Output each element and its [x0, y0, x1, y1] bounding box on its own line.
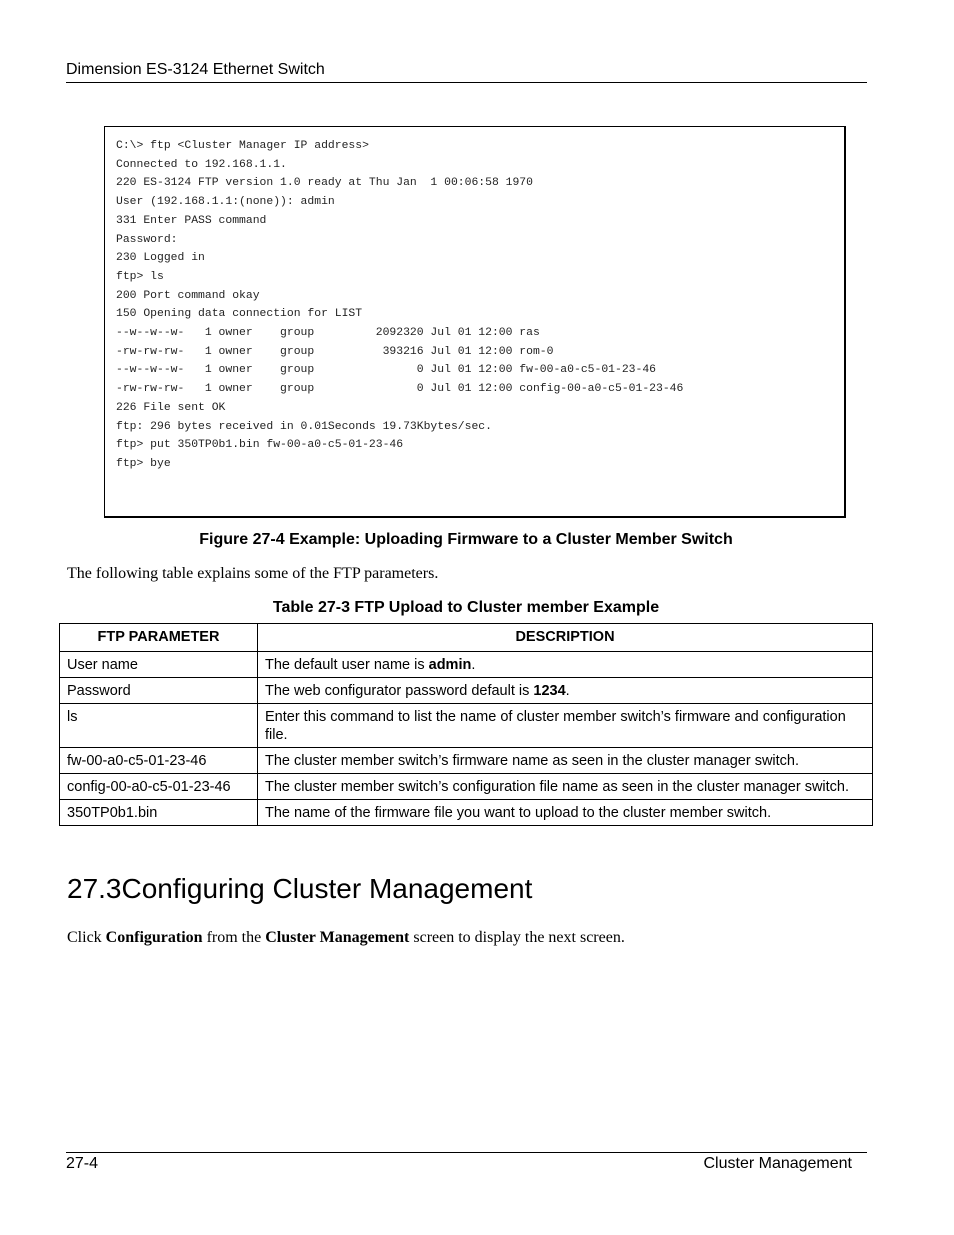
table-row — [60, 704, 873, 748]
running-header: Dimension ES-3124 Ethernet Switch — [66, 61, 325, 78]
code-line: C:\> ftp <Cluster Manager IP address> — [116, 140, 369, 152]
body-text: screen to display the next screen. — [409, 929, 625, 946]
code-line: Connected to 192.168.1.1. — [116, 158, 287, 171]
code-line: -rw-rw-rw- 1 owner group 0 Jul 01 12:00 config-00-a0-c5-01-23-46 — [116, 383, 684, 396]
description-text: The default user name is — [265, 657, 429, 673]
description-cell — [258, 774, 873, 800]
code-line: 230 Logged in — [116, 252, 205, 265]
code-line: ftp: 296 bytes received in 0.01Seconds 19.73Kbytes/sec. — [116, 420, 492, 433]
column-header-description: DESCRIPTION — [258, 624, 873, 652]
code-line: -rw-rw-rw- 1 owner group 393216 Jul 01 12:00 rom-0 — [116, 345, 554, 358]
code-line: ftp> bye — [116, 457, 171, 470]
section-number: 27.3 — [67, 873, 122, 904]
description-suffix: . — [471, 657, 476, 673]
description-cell — [258, 748, 873, 774]
description-text: The web configurator password default is — [265, 683, 534, 699]
description-cell — [258, 704, 873, 748]
body-text: Click — [67, 929, 106, 946]
chapter-name: Cluster Management — [703, 1155, 852, 1172]
description-cell — [258, 652, 873, 678]
header-rule — [66, 82, 867, 83]
parameter-cell: fw-00-a0-c5-01-23-46 — [60, 748, 258, 774]
code-line: --w--w--w- 1 owner group 0 Jul 01 12:00 fw-00-a0-c5-01-23-46 — [116, 364, 657, 377]
figure-caption: Figure 27-4 Example: Uploading Firmware to a Cluster Member Switch — [199, 531, 733, 548]
body-bold-configuration: Configuration — [105, 929, 203, 946]
table-caption: Table 27-3 FTP Upload to Cluster member Example — [272, 599, 660, 616]
ftp-parameter-table — [59, 623, 873, 826]
table-row — [60, 678, 873, 704]
table-row — [60, 652, 873, 678]
code-line: ftp> ls — [116, 270, 164, 283]
code-line: 226 File sent OK — [116, 401, 226, 414]
section-heading — [67, 872, 532, 906]
description-text: The name of the firmware file you want to upload to the cluster member switch. — [265, 805, 772, 821]
parameter-cell: 350TP0b1.bin — [60, 800, 258, 826]
body-bold-cluster-management: Cluster Management — [265, 929, 410, 946]
parameter-cell: Password — [60, 678, 258, 704]
description-text: The cluster member switch’s firmware name as seen in the cluster manager switch. — [265, 753, 800, 769]
body-paragraph — [67, 928, 867, 948]
code-line: --w--w--w- 1 owner group 2092320 Jul 01 12:00 ras — [116, 327, 540, 340]
table-header-row — [60, 624, 873, 652]
table-row — [60, 774, 873, 800]
table-row — [60, 800, 873, 826]
description-text: The cluster member switch’s configuration file name as seen in the cluster manager switch. — [265, 779, 850, 795]
body-text: from the — [202, 929, 266, 946]
code-line: 220 ES-3124 FTP version 1.0 ready at Thu Jan 1 00:06:58 1970 — [116, 177, 533, 190]
intro-paragraph: The following table explains some of the FTP parameters. — [67, 565, 439, 582]
figure-code-box — [104, 126, 846, 518]
column-header-parameter: FTP PARAMETER — [60, 624, 258, 652]
code-line: User (192.168.1.1:(none)): admin — [116, 196, 335, 209]
description-bold: 1234 — [533, 683, 566, 699]
code-line: 200 Port command okay — [116, 289, 260, 302]
code-line: Password: — [116, 233, 178, 246]
page-number: 27-4 — [66, 1155, 99, 1172]
parameter-cell: config-00-a0-c5-01-23-46 — [60, 774, 258, 800]
code-line: 331 Enter PASS command — [116, 214, 267, 227]
description-text: Enter this command to list the name of cluster member switch’s firmware and configuration file. — [265, 709, 846, 743]
code-line: 150 Opening data connection for LIST — [116, 308, 363, 321]
description-suffix: . — [565, 683, 570, 699]
description-bold: admin — [428, 657, 472, 673]
parameter-cell: User name — [60, 652, 258, 678]
description-cell — [258, 800, 873, 826]
code-listing — [116, 137, 683, 474]
description-cell — [258, 678, 873, 704]
code-line: ftp> put 350TP0b1.bin fw-00-a0-c5-01-23-46 — [116, 439, 404, 452]
parameter-cell: ls — [60, 704, 258, 748]
table-row — [60, 748, 873, 774]
section-title: Configuring Cluster Management — [121, 873, 533, 904]
footer-rule — [66, 1152, 867, 1153]
